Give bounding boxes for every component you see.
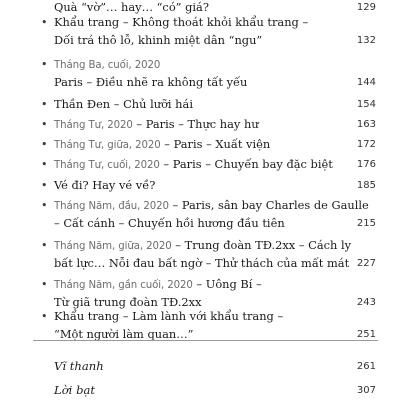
toc-entry-title: Khẩu trang – Làm lành với khẩu trang – <box>54 309 284 323</box>
bullet-icon: • <box>41 98 48 111</box>
toc-entry[interactable] <box>0 97 400 115</box>
toc-entry-title: Quà “vờ”… hay… “có” giá? <box>54 0 209 14</box>
toc-entry-title: – Cất cánh – Chuyến hồi hương đầu tiên <box>54 216 285 230</box>
toc-entry-page-number: 132 <box>356 35 376 46</box>
toc-entry-line <box>54 295 354 310</box>
toc-entry-line <box>54 216 354 231</box>
toc-entry-line <box>54 117 354 133</box>
toc-entry-page-number: 251 <box>356 329 376 340</box>
toc-entry-title: – Uông Bí – <box>192 277 262 291</box>
toc-entry[interactable] <box>0 57 400 93</box>
appendix-entry-page-number: 261 <box>356 361 376 372</box>
toc-entry-date: Tháng Tư, cuối, 2020 <box>54 160 160 171</box>
bullet-icon: • <box>41 58 48 71</box>
bullet-icon: • <box>41 239 48 252</box>
toc-entry[interactable] <box>0 117 400 135</box>
toc-entry-title: – Paris, sân bay Charles de Gaulle <box>168 198 369 212</box>
bullet-icon: • <box>41 199 48 212</box>
toc-entry-line <box>54 198 369 214</box>
toc-entry[interactable] <box>0 137 400 155</box>
toc-entry-title: – Paris – Chuyến bay đặc biệt <box>159 157 333 171</box>
toc-entry-page-number: 176 <box>356 159 376 170</box>
appendix-entry-title: Lời bạt <box>54 383 96 397</box>
toc-entry[interactable] <box>0 238 400 274</box>
toc-entry-date: Tháng Năm, gần cuối, 2020 <box>54 280 193 291</box>
bullet-icon: • <box>41 158 48 171</box>
toc-entry-line <box>54 57 354 73</box>
toc-entry-title: Thần Đen – Chủ lưỡi hái <box>54 97 193 111</box>
toc-entry-title: – Trung đoàn TĐ.2xx – Cách ly <box>171 238 352 252</box>
toc-entry-line <box>54 238 354 254</box>
toc-entry-page-number: 185 <box>356 180 376 191</box>
toc-entry-title: Dối trá thô lỗ, khinh miệt dân “ngu” <box>54 33 263 47</box>
appendix-entry-title: Vĩ thanh <box>54 359 104 373</box>
toc-entry-line <box>54 75 354 90</box>
toc-entry-title: Vé đi? Hay vé về? <box>54 178 156 192</box>
toc-entry-title: Từ giã trung đoàn TĐ.2xx <box>54 295 202 309</box>
toc-entry[interactable] <box>0 178 400 196</box>
bullet-icon: • <box>41 118 48 131</box>
toc-entry-title: “Một người làm quan…” <box>54 327 194 341</box>
toc-entry-page-number: 154 <box>356 99 376 110</box>
toc-entry-page-number: 227 <box>356 258 376 269</box>
bullet-icon: • <box>41 179 48 192</box>
toc-entry-page-number: 144 <box>356 77 376 88</box>
toc-entry[interactable] <box>0 157 400 175</box>
toc-entry-line <box>54 256 354 271</box>
appendix-entry[interactable] <box>0 359 400 375</box>
toc-entry-line <box>54 33 354 48</box>
toc-entry-title: Paris – Điều nhẽ ra không tất yếu <box>54 75 248 89</box>
bullet-icon: • <box>41 278 48 291</box>
toc-entry-page-number: 163 <box>356 119 376 130</box>
toc-entry-page-number: 243 <box>356 297 376 308</box>
toc-entry-page-number: 215 <box>356 218 376 229</box>
toc-entry[interactable] <box>0 15 400 51</box>
toc-entry-title: bất lực… Nỗi đau bất ngờ – Thử thách của mất mát <box>54 256 350 270</box>
toc-entry-date: Tháng Ba, cuối, 2020 <box>54 60 161 71</box>
toc-entry-page-number: 172 <box>356 139 376 150</box>
toc-entry-date: Tháng Năm, đầu, 2020 <box>54 201 169 212</box>
appendix-entry[interactable] <box>0 383 400 399</box>
bullet-icon: • <box>41 310 48 323</box>
toc-entry-title: Khẩu trang – Không thoát khỏi khẩu trang – <box>54 15 309 29</box>
toc-entry-date: Tháng Năm, giữa, 2020 <box>54 241 172 252</box>
toc-entry-page-number: 129 <box>356 2 376 13</box>
toc-entry-date: Tháng Tư, giữa, 2020 <box>54 140 161 151</box>
toc-entry-line <box>54 15 354 30</box>
toc-entry[interactable] <box>0 198 400 234</box>
section-divider <box>33 340 378 341</box>
toc-entry-line <box>54 309 354 324</box>
toc-entry-line <box>54 277 354 293</box>
bullet-icon: • <box>41 138 48 151</box>
toc-entry-date: Tháng Tư, 2020 <box>54 120 133 131</box>
toc-entry-title: – Paris – Xuất viện <box>160 137 271 151</box>
appendix-entry-page-number: 307 <box>356 385 376 396</box>
toc-entry[interactable] <box>0 277 400 313</box>
toc-entry-line <box>54 137 354 153</box>
toc-entry-title: – Paris – Thực hay hư <box>132 117 259 131</box>
toc-entry-line <box>54 178 354 193</box>
toc-entry-line <box>54 157 354 173</box>
toc-entry-line <box>54 0 354 15</box>
bullet-icon: • <box>41 16 48 29</box>
toc-entry-line <box>54 97 354 112</box>
